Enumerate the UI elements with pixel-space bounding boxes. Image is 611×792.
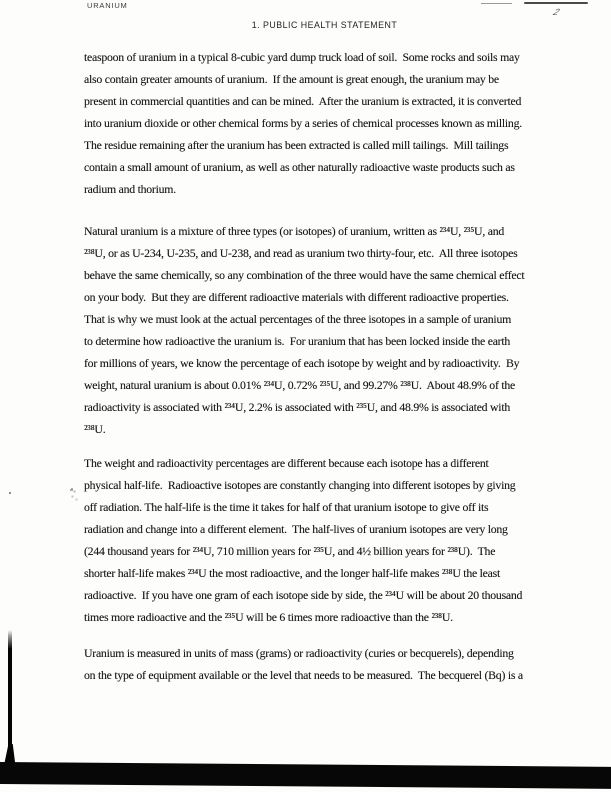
paragraph-soil-and-milling [84, 46, 584, 200]
text-line: radioactive. If you have one gram of each isotope side by side, the ²³⁴U will be about 20 thousand [84, 588, 523, 602]
scan-artifact-bottom-band [0, 762, 611, 789]
text-line: behave the same chemically, so any combination of the three would have the same chemical effect [84, 268, 525, 282]
text-line: to determine how radioactive the uranium is. For uranium that has been locked inside the earth [84, 334, 511, 348]
text-line: Uranium is measured in units of mass (grams) or radioactivity (curies or becquerels), depending [84, 646, 514, 660]
text-line: The residue remaining after the uranium has been extracted is called mill tailings. Mill tailings [84, 138, 509, 152]
text-line: The weight and radioactivity percentages are different because each isotope has a different [84, 456, 489, 470]
text-line: on your body. But they are different radioactive materials with different radioactive properties. [84, 290, 509, 304]
text-line: ²³⁸U. [84, 422, 106, 436]
scan-artifact-top-line-left [481, 3, 512, 4]
scan-artifact-margin-dot [9, 492, 11, 494]
text-line: off radiation. The half-life is the time it takes for half of that uranium isotope to give off its [84, 500, 489, 514]
scan-artifact-margin-speckles [70, 488, 71, 489]
scan-artifact-left-streak [8, 630, 12, 764]
text-line: physical half-life. Radioactive isotopes are constantly changing into different isotopes by giving [84, 478, 516, 492]
text-line: ²³⁸U, or as U-234, U-235, and U-238, and read as uranium two thirty-four, etc. All three isotopes [84, 246, 518, 260]
text-line: into uranium dioxide or other chemical forms by a series of chemical processes known as milling. [84, 116, 522, 130]
text-line: radiation and change into a different element. The half-lives of uranium isotopes are very long [84, 522, 508, 536]
text-line: times more radioactive and the ²³⁵U will be 6 times more radioactive than the ²³⁸U. [84, 610, 453, 624]
paragraph-isotopes [84, 220, 584, 440]
text-line: shorter half-life makes ²³⁴U the most radioactive, and the longer half-life makes ²³⁸U the least [84, 566, 501, 580]
text-line: contain a small amount of uranium, as well as other naturally radioactive waste products such as [84, 160, 515, 174]
text-line: on the type of equipment available or the level that needs to be measured. The becquerel (Bq) is a [84, 668, 523, 682]
page-number: 2 [550, 7, 563, 17]
scan-artifact-top-line-right [524, 2, 588, 4]
paragraph-half-life [84, 452, 584, 628]
text-line: teaspoon of uranium in a typical 8-cubic yard dump truck load of soil. Some rocks and soils may [84, 50, 520, 64]
text-line: (244 thousand years for ²³⁴U, 710 million years for ²³⁵U, and 4½ billion years for ²³⁸U). The [84, 544, 496, 558]
paragraph-measurement-units [84, 642, 584, 686]
text-line: radioactivity is associated with ²³⁴U, 2.2% is associated with ²³⁵U, and 48.9% is associated with [84, 400, 511, 414]
text-line: weight, natural uranium is about 0.01% ²³⁴U, 0.72% ²³⁵U, and 99.27% ²³⁸U. About 48.9% of the [84, 378, 515, 392]
text-line: Natural uranium is a mixture of three types (or isotopes) of uranium, written as ²³⁴U, ²³⁵U, and [84, 224, 505, 238]
text-line: present in commercial quantities and can be mined. After the uranium is extracted, it is converted [84, 94, 522, 108]
running-head-doc-title: URANIUM [87, 1, 128, 10]
text-line: for millions of years, we know the percentage of each isotope by weight and by radioactivity. By [84, 356, 520, 370]
text-line: radium and thorium. [84, 182, 176, 196]
text-line: That is why we must look at the actual percentages of the three isotopes in a sample of uranium [84, 312, 512, 326]
text-line: also contain greater amounts of uranium. If the amount is great enough, the uranium may be [84, 72, 499, 86]
chapter-heading: 1. PUBLIC HEALTH STATEMENT [251, 20, 398, 30]
